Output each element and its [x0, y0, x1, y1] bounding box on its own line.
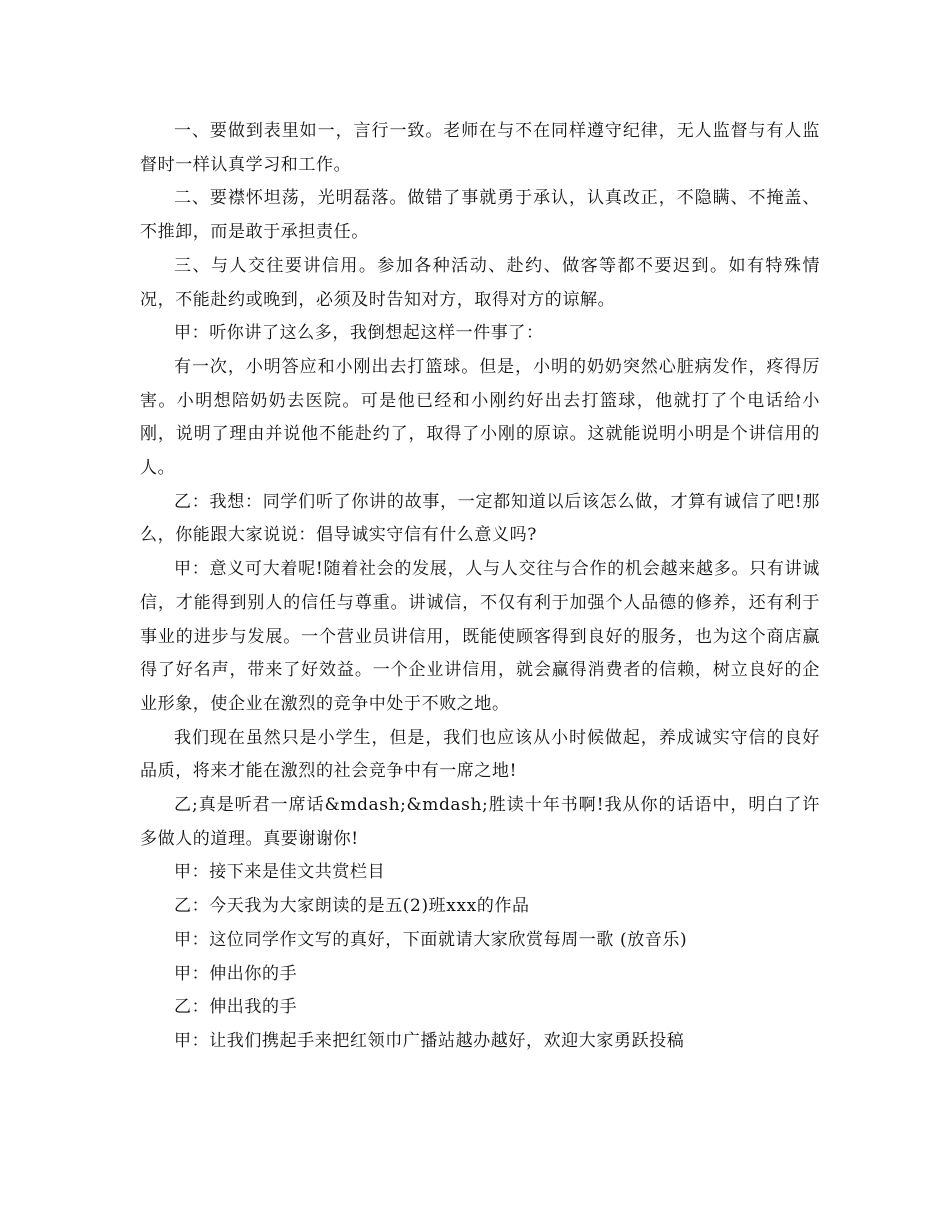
- paragraph-10: 甲：接下来是佳文共赏栏目: [174, 862, 386, 883]
- paragraph-2: 二、要襟怀坦荡，光明磊落。做错了事就勇于承认，认真改正，不隐瞒、不掩盖、不推卸，而是敢于承担责任。: [140, 188, 820, 243]
- paragraph-5: 有一次，小明答应和小刚出去打篮球。但是，小明的奶奶突然心脏病发作，疼得厉害。小明想陪奶奶去医院。可是他已经和小刚约好出去打篮球，他就打了个电话给小刚，说明了理由并说他不能赴约了，取得了小刚的原谅。这就能说明小明是个讲信用的人。: [140, 356, 820, 479]
- paragraph-8: 我们现在虽然只是小学生，但是，我们也应该从小时候做起，养成诚实守信的良好品质，将来才能在激烈的社会竞争中有一席之地!: [140, 727, 820, 782]
- paragraph-11: 乙：今天我为大家朗读的是五(2)班xxx的作品: [174, 896, 530, 917]
- paragraph-7: 甲：意义可大着呢!随着社会的发展，人与人交往与合作的机会越来越多。只有讲诚信，才能得到别人的信任与尊重。讲诚信，不仅有利于加强个人品德的修养，还有利于事业的进步与发展。一个营业员讲信用，既能使顾客得到良好的服务，也为这个商店赢得了好名声，带来了好效益。一个企业讲信用，就会赢得消费者的信赖，树立良好的企业形象，使企业在激烈的竞争中处于不败之地。: [140, 559, 820, 714]
- paragraph-3: 三、与人交往要讲信用。参加各种活动、赴约、做客等都不要迟到。如有特殊情况，不能赴约或晚到，必须及时告知对方，取得对方的谅解。: [140, 255, 820, 310]
- paragraph-14: 乙：伸出我的手: [174, 997, 298, 1018]
- paragraph-12: 甲：这位同学作文写的真好，下面就请大家欣赏每周一歌 (放音乐): [174, 929, 688, 950]
- paragraph-15: 甲：让我们携起手来把红领巾广播站越办越好，欢迎大家勇跃投稿: [174, 1030, 685, 1051]
- document-body: [140, 115, 820, 1059]
- paragraph-1: 一、要做到表里如一，言行一致。老师在与不在同样遵守纪律，无人监督与有人监督时一样认真学习和工作。: [140, 121, 820, 175]
- paragraph-9: 乙;真是听君一席话&mdash;&mdash;胜读十年书啊!我从你的话语中，明白了许多做人的道理。真要谢谢你!: [140, 795, 820, 849]
- paragraph-4: 甲：听你讲了这么多，我倒想起这样一件事了：: [174, 323, 544, 344]
- paragraph-6: 乙：我想：同学们听了你讲的故事，一定都知道以后该怎么做，才算有诚信了吧!那么，你能跟大家说说：倡导诚实守信有什么意义吗?: [140, 491, 820, 546]
- paragraph-13: 甲：伸出你的手: [174, 963, 298, 984]
